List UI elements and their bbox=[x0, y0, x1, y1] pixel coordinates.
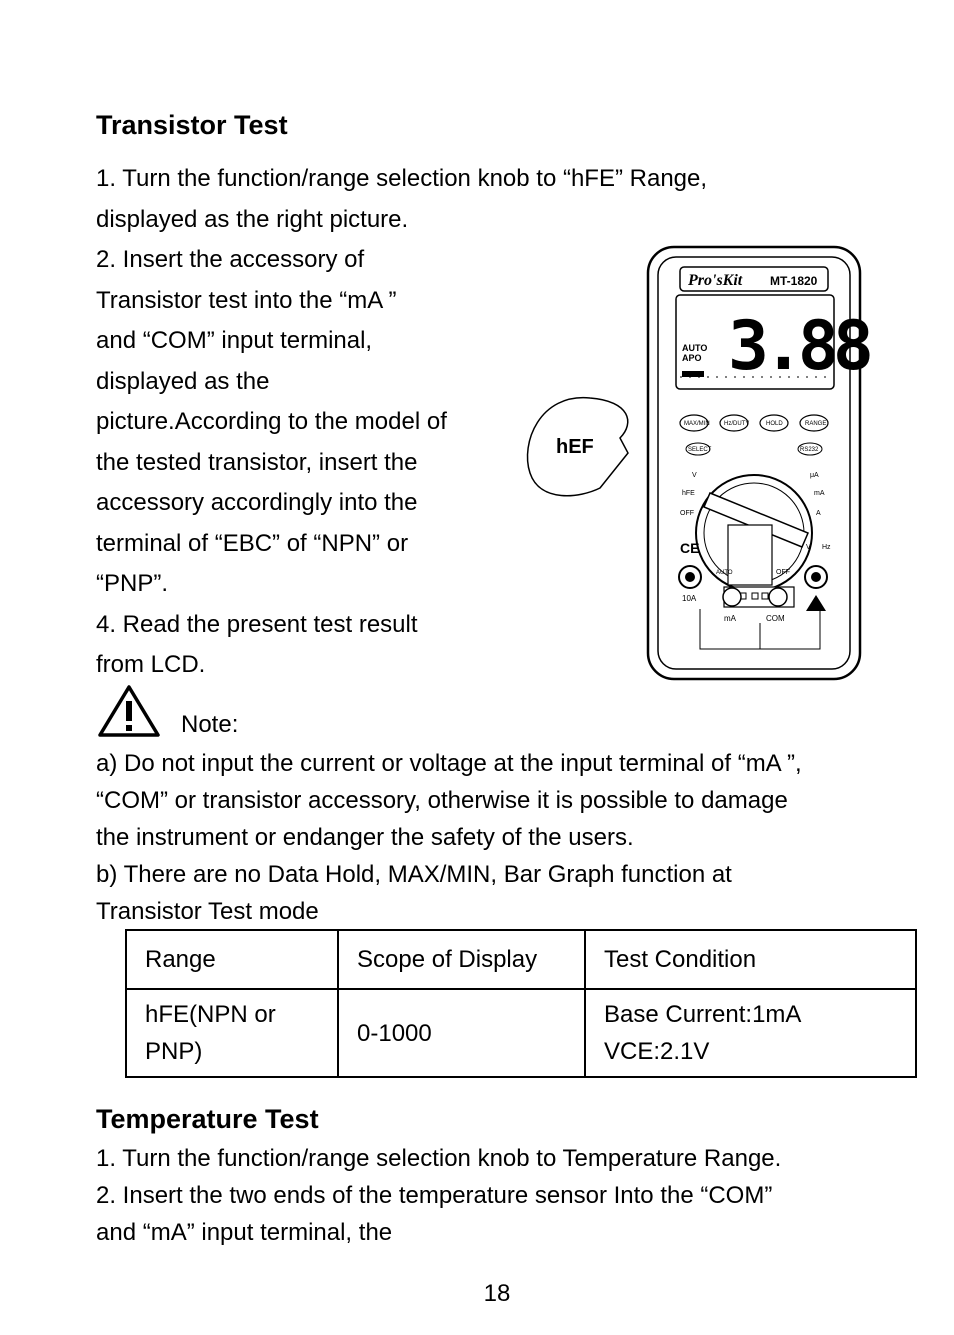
table-header-row bbox=[126, 930, 916, 989]
temperature-step-line: and “mA” input terminal, the bbox=[96, 1219, 393, 1246]
step4-line: from LCD. bbox=[96, 651, 206, 678]
range-line: hFE(NPN or bbox=[145, 1001, 276, 1028]
table-header-cell: Scope of Display bbox=[338, 930, 585, 989]
table-header-cell: Range bbox=[126, 930, 338, 989]
temperature-step-line: 1. Turn the function/range selection knob to Temperature Range. bbox=[96, 1145, 782, 1172]
jack-label-10a: 10A bbox=[682, 594, 697, 603]
hz-duty-label: Hz/DUTY bbox=[724, 421, 750, 427]
table-row bbox=[126, 989, 916, 1077]
step2-line: and “COM” input terminal, bbox=[96, 327, 373, 354]
dial-label-v2: V bbox=[806, 544, 811, 551]
max-min-label: MAX/MIN bbox=[684, 421, 710, 427]
step1-line: 1. Turn the function/range selection knob to “hFE” Range, bbox=[96, 165, 708, 192]
dial-label-ua: μA bbox=[810, 472, 819, 479]
multimeter-illustration bbox=[520, 243, 870, 683]
dial-label-hfe: hFE bbox=[682, 490, 695, 497]
lcd-readout: 3.88 bbox=[728, 307, 868, 386]
temperature-steps bbox=[96, 1140, 781, 1251]
step2-line: terminal of “EBC” of “NPN” or bbox=[96, 529, 409, 557]
note-label: Note: bbox=[181, 711, 239, 738]
jack-com-icon bbox=[769, 588, 787, 606]
table-cell-range bbox=[126, 989, 338, 1077]
range-label: RANGE bbox=[805, 421, 827, 427]
table-cell-condition bbox=[585, 989, 916, 1077]
step1b-line: displayed as the right picture. bbox=[96, 205, 409, 233]
lcd-auto: AUTO bbox=[682, 343, 708, 353]
jack-label-ma: mA bbox=[724, 614, 736, 623]
step2-line: Transistor test into the “mA ” bbox=[96, 286, 397, 314]
section-title-temperature: Temperature Test bbox=[96, 1104, 319, 1134]
step2-line: displayed as the bbox=[96, 367, 270, 395]
rs232-label: RS232 bbox=[800, 447, 819, 453]
jack-label-auto: AUTO bbox=[716, 570, 733, 576]
dial-label-ma: mA bbox=[814, 490, 825, 497]
note-body bbox=[96, 745, 802, 930]
dial-label-hz: Hz bbox=[822, 544, 831, 551]
jack-label-off: OFF bbox=[776, 569, 790, 576]
jack-label-com: COM bbox=[766, 614, 785, 623]
section-title-transistor: Transistor Test bbox=[96, 110, 288, 140]
jack-ma-icon bbox=[723, 588, 741, 606]
step2-line: picture.According to the model of bbox=[96, 408, 447, 435]
select-label: SELECT bbox=[688, 447, 712, 453]
step2-line: “PNP”. bbox=[96, 570, 168, 597]
table-cell-scope: 0-1000 bbox=[338, 989, 585, 1077]
hold-label: HOLD bbox=[766, 421, 783, 427]
note-b-line: b) There are no Data Hold, MAX/MIN, Bar Graph function at bbox=[96, 861, 732, 888]
step2-line: accessory accordingly into the bbox=[96, 489, 418, 516]
note-a-line: the instrument or endanger the safety of the users. bbox=[96, 824, 634, 851]
warning-icon bbox=[97, 684, 161, 738]
model-label: MT-1820 bbox=[770, 274, 818, 288]
page-number: 18 bbox=[483, 1280, 511, 1307]
table-header-cell: Test Condition bbox=[585, 930, 916, 989]
note-a-line: a) Do not input the current or voltage at the input terminal of “mA ”, bbox=[96, 750, 802, 777]
dial-label-off: OFF bbox=[680, 510, 694, 517]
dial-label-v: V bbox=[692, 472, 697, 479]
note-a-line: “COM” or transistor accessory, otherwise it is possible to damage bbox=[96, 787, 788, 814]
callout-label: hEF bbox=[556, 436, 594, 458]
dial-label-a: A bbox=[816, 510, 821, 517]
ce-mark-icon: CE bbox=[680, 540, 700, 556]
step2-line: the tested transistor, insert the bbox=[96, 448, 418, 476]
range-line: PNP) bbox=[145, 1038, 203, 1065]
temperature-step-line: 2. Insert the two ends of the temperature sensor Into the “COM” bbox=[96, 1182, 773, 1209]
condition-line: Base Current:1mA bbox=[604, 1001, 802, 1028]
lcd-apo: APO bbox=[682, 353, 702, 363]
condition-line: VCE:2.1V bbox=[604, 1038, 710, 1065]
brand-logo: Pro'sKit bbox=[688, 272, 743, 289]
step2-line: 2. Insert the accessory of bbox=[96, 246, 365, 273]
step4-line: 4. Read the present test result bbox=[96, 610, 418, 638]
note-b-line: Transistor Test mode bbox=[96, 898, 319, 925]
transistor-spec-table bbox=[125, 929, 917, 1078]
